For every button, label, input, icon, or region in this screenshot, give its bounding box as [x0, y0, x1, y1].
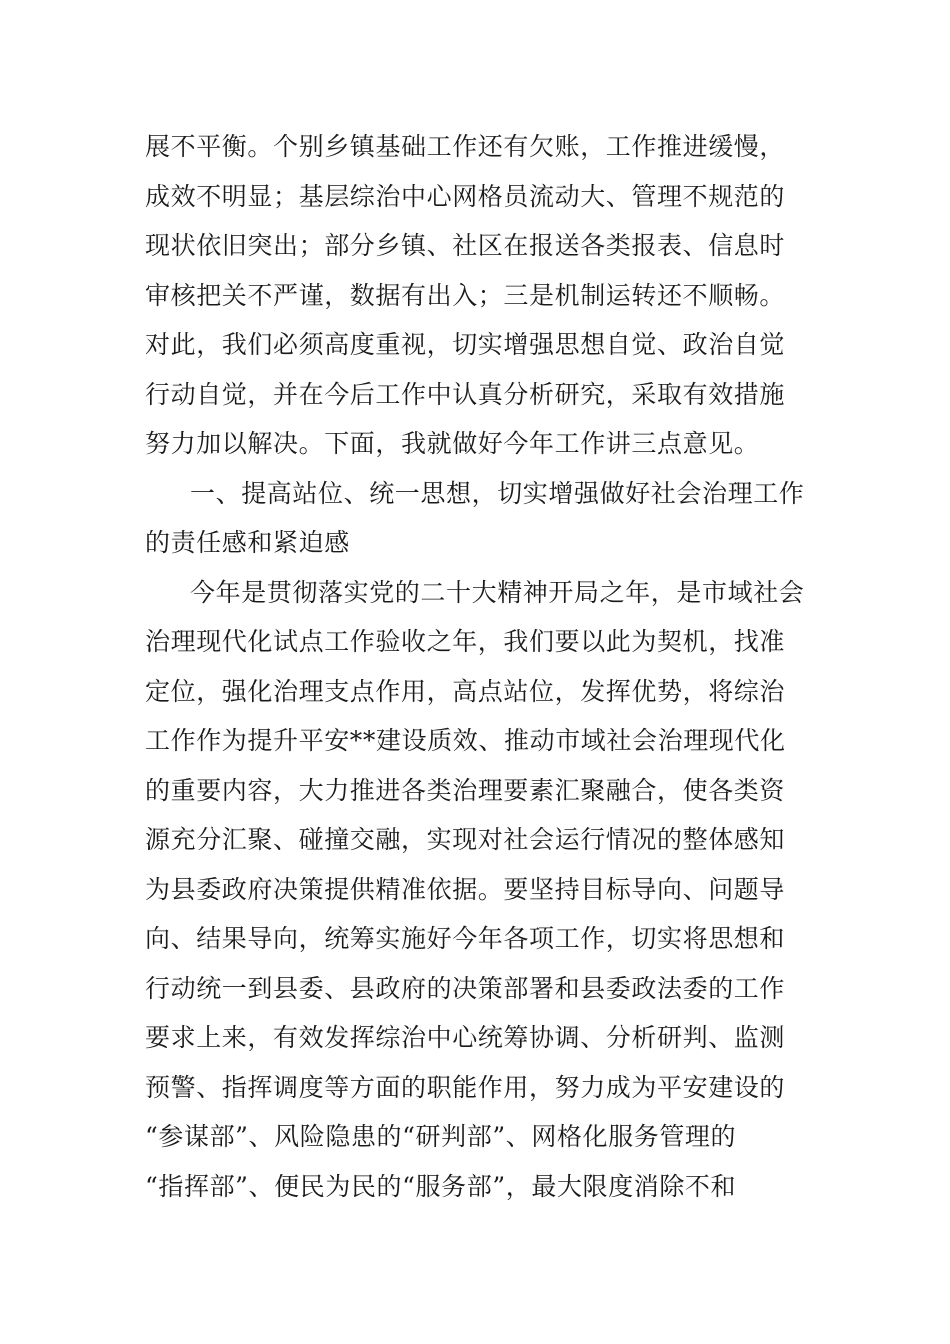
text-line: 行动统一到县委、县政府的决策部署和县委政法委的工作 [145, 973, 786, 1003]
text-line: 治理现代化试点工作验收之年，我们要以此为契机，找准 [145, 627, 786, 656]
text-line: 成效不明显；基层综治中心网格员流动大、管理不规范的 [145, 181, 786, 211]
text-line: 对此，我们必须高度重视，切实增强思想自觉、政治自觉 [145, 330, 786, 359]
section-heading-line: 的责任感和紧迫感 [145, 528, 350, 557]
text-line: 预警、指挥调度等方面的职能作用，努力成为平安建设的 [145, 1072, 786, 1102]
text-line: “指挥部”、便民为民的“服务部”，最大限度消除不和 [145, 1171, 737, 1201]
text-line: 源充分汇聚、碰撞交融，实现对社会运行情况的整体感知 [145, 825, 786, 854]
text-line: 审核把关不严谨，数据有出入；三是机制运转还不顺畅。 [145, 280, 786, 310]
section-heading-line: 一、提高站位、统一思想，切实增强做好社会治理工作 [190, 478, 805, 508]
text-line: 努力加以解决。下面，我就做好今年工作讲三点意见。 [145, 429, 760, 458]
text-line: 定位，强化治理支点作用，高点站位，发挥优势，将综治 [145, 676, 786, 706]
text-line: 行动自觉，并在今后工作中认真分析研究，采取有效措施 [145, 379, 786, 409]
text-line: 现状依旧突出；部分乡镇、社区在报送各类报表、信息时 [145, 231, 786, 260]
text-line: 向、结果导向，统筹实施好今年各项工作，切实将思想和 [145, 924, 786, 953]
text-line: “参谋部”、风险隐患的“研判部”、网格化服务管理的 [145, 1122, 737, 1151]
text-line: 为县委政府决策提供精准依据。要坚持目标导向、问题导 [145, 874, 786, 904]
text-line: 的重要内容，大力推进各类治理要素汇聚融合，使各类资 [145, 775, 786, 805]
text-line: 要求上来，有效发挥综治中心统筹协调、分析研判、监测 [145, 1023, 786, 1052]
document-body [145, 122, 825, 1211]
text-line: 今年是贯彻落实党的二十大精神开局之年，是市域社会 [190, 577, 805, 607]
text-line: 工作作为提升平安**建设质效、推动市域社会治理现代化 [145, 726, 786, 755]
text-line: 展不平衡。个别乡镇基础工作还有欠账，工作推进缓慢， [145, 132, 786, 161]
